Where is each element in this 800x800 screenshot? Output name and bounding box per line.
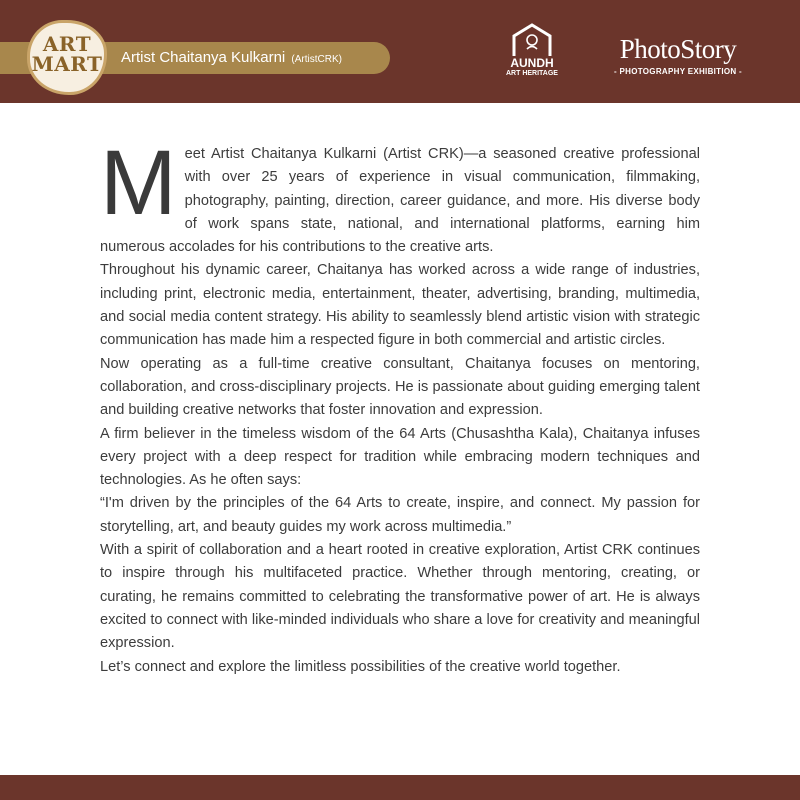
artist-name-text: Artist Chaitanya Kulkarni: [121, 49, 286, 66]
artmart-logo-line1: ART: [42, 32, 92, 56]
bio-paragraph: Now operating as a full-time creative consultant, Chaitanya focuses on mentoring, collaboration, and cross-disciplinary projects. He is passionate about guiding emerging talent and building creative networks that foster innovation and expression.: [100, 355, 700, 419]
bio-closing: Let’s connect and explore the limitless possibilities of the creative world together.: [100, 658, 621, 675]
bio-paragraph-text: eet Artist Chaitanya Kulkarni (Artist CRK)—a seasoned creative professional with over 25 years of experience in visual communication, filmmaking, photography, painting, direction, career guidance, and more. His diverse body of work spans state, national, and international platforms, earning him numerous accolades for his contributions to the creative arts.: [100, 146, 700, 256]
bio-paragraph: [100, 132, 700, 259]
house-icon: [500, 22, 564, 58]
bio-paragraph: A firm believer in the timeless wisdom of the 64 Arts (Chusashtha Kala), Chaitanya infuses every project with a deep respect for tradition while embracing modern techniques and technologies. As he often says:: [100, 425, 700, 489]
artist-handle: (ArtistCRK): [291, 54, 342, 65]
photostory-logo: [596, 34, 760, 80]
artmart-logo: [27, 20, 107, 95]
artist-name: [121, 42, 342, 74]
bio-quote: “I'm driven by the principles of the 64 Arts to create, inspire, and connect. My passion for storytelling, art, and beauty guides my work across multimedia.”: [100, 495, 700, 535]
aundh-logo-title: AUNDH: [510, 56, 554, 70]
artist-bio: [100, 132, 700, 679]
header-band: [0, 0, 800, 103]
photostory-logo-subtitle: - PHOTOGRAPHY EXHIBITION -: [614, 67, 742, 76]
photostory-logo-title: PhotoStory: [619, 34, 737, 64]
bio-paragraph: With a spirit of collaboration and a heart rooted in creative exploration, Artist CRK continues to inspire through his multifaceted practice. Whether through mentoring, creating, or curating, he remains committed to celebrating the transformative power of art. He is always excited to connect with like-minded individuals who share a love for creativity and meaningful expression.: [100, 542, 700, 652]
aundh-art-heritage-logo: [500, 22, 564, 88]
artmart-logo-line2: MART: [31, 52, 103, 76]
aundh-logo-subtitle: ART HERITAGE: [506, 70, 558, 77]
dropcap-letter: M: [100, 132, 177, 234]
footer-band: [0, 775, 800, 800]
bio-paragraph: Throughout his dynamic career, Chaitanya has worked across a wide range of industries, including print, electronic media, entertainment, theater, advertising, branding, multimedia, and social media content strategy. His ability to seamlessly blend artistic vision with strategic communication has made him a respected figure in both commercial and artistic circles.: [100, 262, 700, 349]
